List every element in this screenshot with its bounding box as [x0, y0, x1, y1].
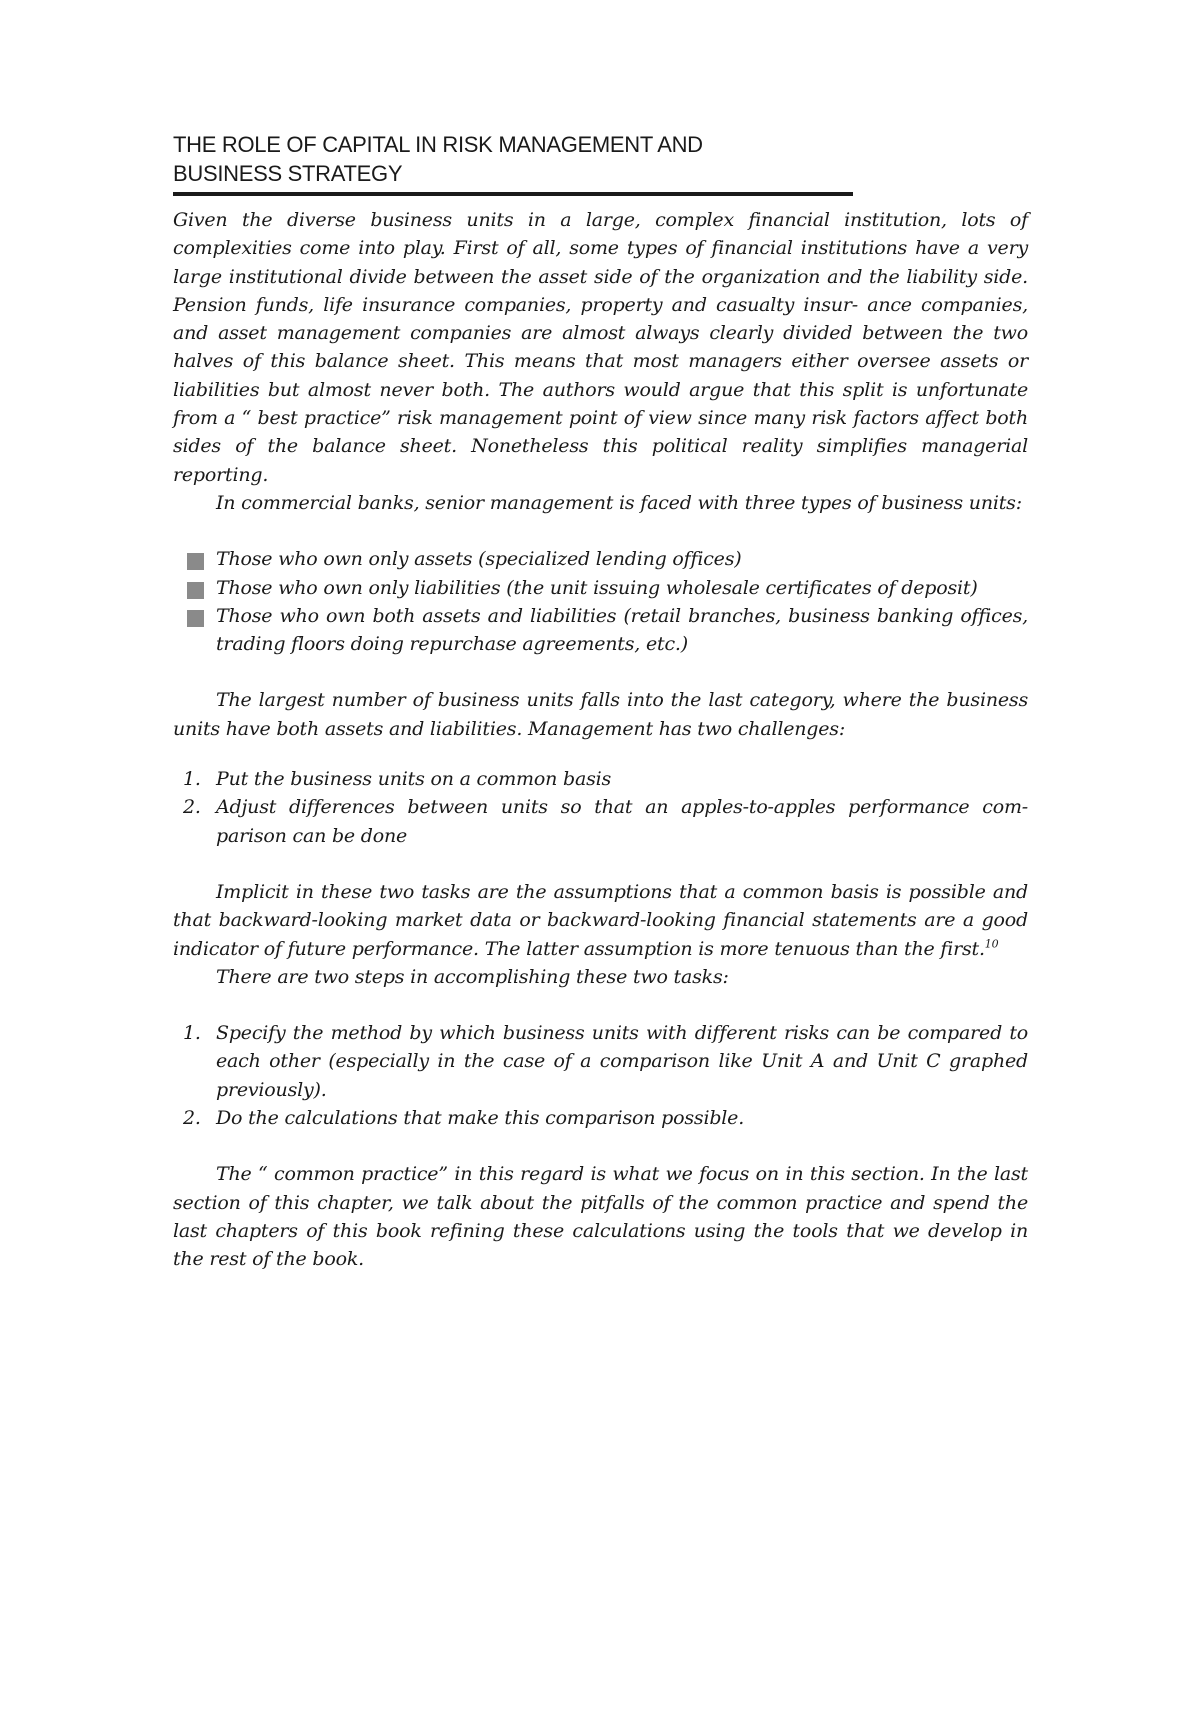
numbered-item [173, 793, 1028, 850]
paragraph-2: In commercial banks, senior management is faced with three types of business units: [216, 491, 1022, 514]
numbered-item-text: Adjust differences between units so that an apples-to-apples performance com- parison can be done [216, 796, 1028, 847]
header-rule [173, 192, 853, 196]
item-number: 1. [183, 768, 201, 791]
bullet-item [173, 574, 1028, 602]
numbered-item [173, 1019, 1028, 1104]
page-content [173, 130, 1028, 1274]
bullet-item-text: Those who own only assets (specialized lending offices) [216, 548, 742, 571]
bullet-item [173, 602, 1028, 659]
item-number: 2. [183, 796, 201, 819]
spacer [173, 850, 1028, 878]
square-bullet-icon [187, 553, 204, 570]
bullet-item-text: Those who own both assets and liabilities (retail branches, business banking offices, trading floors doing repurchase agreements, etc.) [216, 604, 1028, 656]
paragraph-1: Given the diverse business units in a large, complex financial institution, lots of complexities come into play. First of all, some types of financial institutions have a very large institutional divide between the asset side of the organization and the liability side. Pension funds, life insurance companies, property and casualty insur- ance companies, and asset management companies are almost always clearly divided between the two halves of this balance sheet. This means that most managers either oversee assets or liabilities but almost never both. The authors would argue that this split is unfortunate from a “ best practice” risk management point of view since many risk factors affect both sides of the balance sheet. Nonetheless this political reality simplifies managerial reporting. [173, 209, 1028, 486]
spacer [173, 658, 1028, 686]
footnote-marker[interactable]: 10 [984, 937, 999, 951]
bullet-item-text: Those who own only liabilities (the unit issuing wholesale certificates of deposit) [216, 576, 978, 599]
spacer [173, 1132, 1028, 1160]
spacer [173, 991, 1028, 1019]
numbered-item [173, 765, 1028, 793]
spacer [173, 743, 1028, 765]
numbered-item-text: Specify the method by which business units with different risks can be compared to each other (especially in the case of a comparison like Unit A and Unit C graphed previously). [216, 1022, 1028, 1101]
numbered-item-text: Do the calculations that make this comparison possible. [216, 1107, 745, 1130]
numbered-item-text: Put the business units on a common basis [216, 768, 612, 791]
running-header [173, 130, 1028, 188]
header-title-line-2: BUSINESS STRATEGY [173, 161, 403, 186]
item-number: 2. [183, 1107, 201, 1130]
bullet-list [173, 545, 1028, 658]
numbered-item [173, 1104, 1028, 1132]
paragraph-6: The “ common practice” in this regard is what we focus on in this section. In the last section of this chapter, we talk about the pitfalls of the common practice and spend the last chapters of this book refining these calculations using the tools that we develop in the rest of the book. [173, 1163, 1028, 1271]
header-title-line-1: THE ROLE OF CAPITAL IN RISK MANAGEMENT AND [173, 132, 703, 157]
numbered-list-steps [173, 1019, 1028, 1132]
spacer [173, 517, 1028, 545]
item-number: 1. [183, 1022, 201, 1045]
square-bullet-icon [187, 582, 204, 599]
paragraph-5: There are two steps in accomplishing these two tasks: [216, 965, 729, 988]
paragraph-4-text: Implicit in these two tasks are the assumptions that a common basis is possible and that backward-looking market data or backward-looking financial statements are a good indicator of future performance. The latter assumption is more tenuous than the first. [173, 880, 1028, 960]
paragraph-3: The largest number of business units falls into the last category, where the business units have both assets and liabilities. Management has two challenges: [173, 689, 1028, 740]
body-text [173, 206, 1028, 1274]
numbered-list-challenges [173, 765, 1028, 850]
square-bullet-icon [187, 610, 204, 627]
paragraph-4 [173, 878, 1028, 963]
bullet-item [173, 545, 1028, 573]
